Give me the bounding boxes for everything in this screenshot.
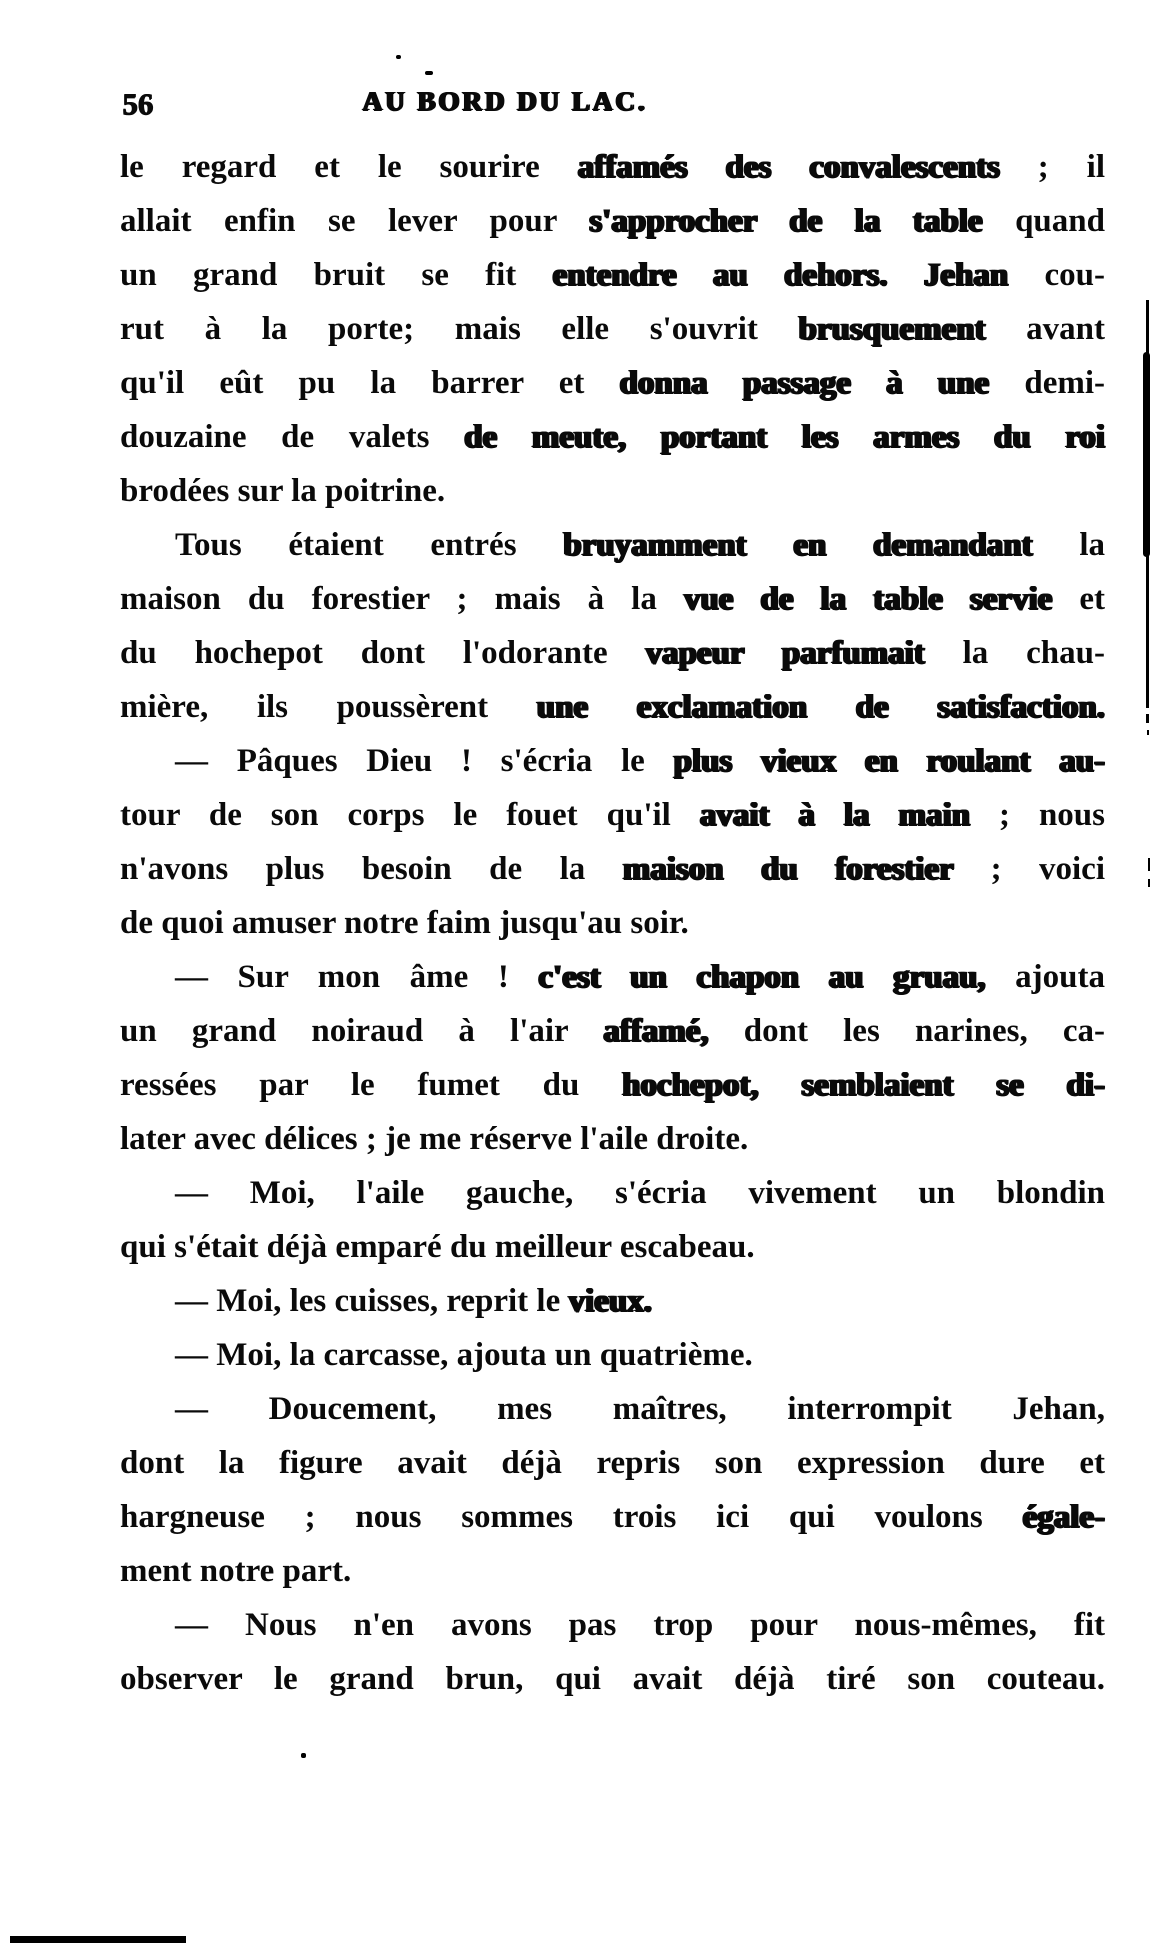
text-line: [120, 464, 1105, 518]
text-segment: qu'il eût pu la barrer et: [120, 365, 620, 401]
text-segment: ; nous: [970, 797, 1105, 833]
running-header: AU BORD DU LAC.: [362, 86, 648, 116]
text-segment: quand: [982, 203, 1105, 239]
text-segment: cou-: [1008, 257, 1105, 293]
text-segment: rut à la porte; mais elle s'ouvrit: [120, 311, 799, 347]
text-segment: ; il: [999, 149, 1106, 185]
smudged-text-segment: affamés des convalescents: [577, 149, 1000, 185]
text-segment: — Nous n'en avons pas trop pour nous-mêmes, fit: [175, 1607, 1105, 1643]
text-segment: avant: [985, 311, 1106, 347]
text-segment: — Sur mon âme !: [175, 959, 539, 995]
text-line: [120, 626, 1105, 680]
text-segment: qui s'était déjà emparé du meilleur escabeau.: [120, 1229, 755, 1265]
text-segment: mière, ils poussèrent: [120, 689, 537, 725]
page-number: 56: [122, 86, 153, 121]
text-segment: le regard et le sourire: [120, 149, 578, 185]
smudged-text-segment: bruyamment en demandant: [563, 527, 1033, 563]
text-segment: et: [1052, 581, 1105, 617]
text-segment: ; voici: [953, 851, 1105, 887]
text-line: [120, 950, 1105, 1004]
text-segment: — Moi, les cuisses, reprit le: [175, 1283, 569, 1319]
text-line: [120, 1274, 1105, 1328]
smudged-text-segment: vapeur parfumait: [645, 635, 925, 671]
text-segment: ressées par le fumet du: [120, 1067, 623, 1103]
text-block: [120, 140, 1105, 1706]
text-line: [120, 1112, 1105, 1166]
smudged-text-segment: affamé,: [603, 1013, 709, 1049]
scan-artifact-dash: [1148, 879, 1150, 887]
scan-artifact-vertical-line-bulge: [1143, 352, 1150, 557]
text-line: [120, 1490, 1105, 1544]
text-segment: brodées sur la poitrine.: [120, 473, 446, 509]
smudged-text-segment: donna passage à une: [619, 365, 990, 401]
text-segment: douzaine de valets: [120, 419, 465, 455]
smudged-text-segment: entendre au dehors. Jehan: [552, 257, 1009, 293]
text-line: [120, 1598, 1105, 1652]
text-line: [120, 734, 1105, 788]
text-line: [120, 410, 1105, 464]
text-segment: — Doucement, mes maîtres, interrompit Jehan,: [175, 1391, 1105, 1427]
scan-artifact-dash: [1147, 730, 1149, 735]
scan-speck: [396, 55, 401, 59]
text-line: [120, 1220, 1105, 1274]
text-segment: n'avons plus besoin de la: [120, 851, 623, 887]
text-line: [120, 896, 1105, 950]
text-segment: ajouta: [985, 959, 1105, 995]
smudged-text-segment: vue de la table servie: [683, 581, 1053, 617]
smudged-text-segment: avait à la main: [699, 797, 971, 833]
text-segment: maison du forestier ; mais à la: [120, 581, 684, 617]
text-line: [120, 248, 1105, 302]
smudged-text-segment: égale-: [1022, 1499, 1105, 1535]
scan-artifact-bottom-bar: [10, 1936, 186, 1943]
smudged-text-segment: une exclamation de satisfaction.: [536, 689, 1105, 725]
text-line: [120, 1166, 1105, 1220]
text-line: [120, 302, 1105, 356]
text-segment: tour de son corps le fouet qu'il: [120, 797, 700, 833]
smudged-text-segment: maison du forestier: [622, 851, 954, 887]
text-segment: dont les narines, ca-: [708, 1013, 1106, 1049]
text-segment: la: [1032, 527, 1105, 563]
scan-artifact-dash: [1146, 714, 1149, 723]
text-line: [120, 1004, 1105, 1058]
text-segment: un grand noiraud à l'air: [120, 1013, 604, 1049]
text-segment: ment notre part.: [120, 1553, 352, 1589]
text-segment: — Pâques Dieu ! s'écria le: [175, 743, 674, 779]
smudged-text-segment: c'est un chapon au gruau,: [538, 959, 986, 995]
smudged-text-segment: vieux.: [568, 1283, 652, 1319]
text-segment: — Moi, la carcasse, ajouta un quatrième.: [175, 1337, 753, 1373]
text-segment: hargneuse ; nous sommes trois ici qui voulons: [120, 1499, 1023, 1535]
text-line: [120, 518, 1105, 572]
scan-speck: [425, 71, 433, 75]
text-segment: allait enfin se lever pour: [120, 203, 590, 239]
text-segment: du hochepot dont l'odorante: [120, 635, 646, 671]
smudged-text-segment: de meute, portant les armes du roi: [464, 419, 1105, 455]
text-line: [120, 788, 1105, 842]
text-line: [120, 1436, 1105, 1490]
text-line: [120, 1544, 1105, 1598]
text-segment: later avec délices ; je me réserve l'aile droite.: [120, 1121, 749, 1157]
text-segment: — Moi, l'aile gauche, s'écria vivement un blondin: [175, 1175, 1105, 1211]
text-line: [120, 572, 1105, 626]
text-line: [120, 140, 1105, 194]
text-segment: observer le grand brun, qui avait déjà tiré son couteau.: [120, 1661, 1105, 1697]
text-segment: un grand bruit se fit: [120, 257, 553, 293]
smudged-text-segment: s'approcher de la table: [589, 203, 983, 239]
text-line: [120, 1382, 1105, 1436]
smudged-text-segment: hochepot, semblaient se di-: [622, 1067, 1105, 1103]
text-line: [120, 356, 1105, 410]
text-line: [120, 1328, 1105, 1382]
smudged-text-segment: plus vieux en roulant au-: [673, 743, 1105, 779]
text-line: [120, 194, 1105, 248]
text-segment: demi-: [989, 365, 1105, 401]
text-line: [120, 1058, 1105, 1112]
text-segment: dont la figure avait déjà repris son expression dure et: [120, 1445, 1105, 1481]
scan-artifact-dash: [1148, 858, 1150, 871]
text-segment: de quoi amuser notre faim jusqu'au soir.: [120, 905, 689, 941]
scan-speck: [301, 1753, 306, 1758]
smudged-text-segment: brusquement: [798, 311, 986, 347]
text-segment: Tous étaient entrés: [175, 527, 564, 563]
text-segment: la chau-: [924, 635, 1105, 671]
text-line: [120, 842, 1105, 896]
text-line: [120, 1652, 1105, 1706]
text-line: [120, 680, 1105, 734]
